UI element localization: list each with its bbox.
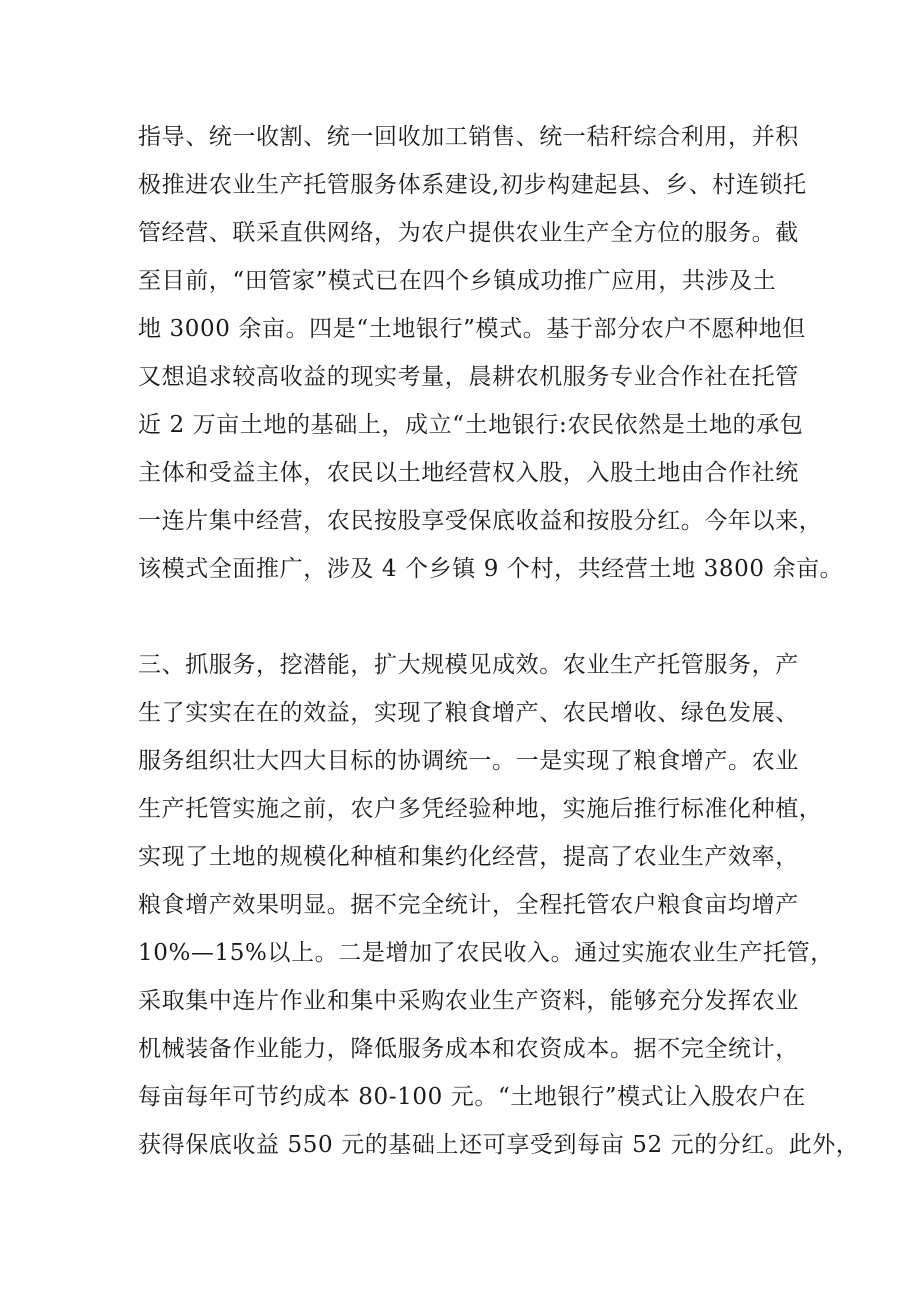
paragraph-2-line: 机械装备作业能力，降低服务成本和农资成本。据不完全统计， <box>138 1036 799 1062</box>
paragraph-1-line: 管经营、联采直供网络，为农户提供农业生产全方位的服务。截 <box>138 220 799 246</box>
paragraph-1-line: 至目前，“田管家”模式已在四个乡镇成功推广应用，共涉及土 <box>138 268 777 294</box>
paragraph-1-line: 主体和受益主体，农民以土地经营权入股，入股土地由合作社统 <box>138 460 799 486</box>
paragraph-2-line: 实现了土地的规模化种植和集约化经营，提高了农业生产效率， <box>138 844 799 870</box>
paragraph-2-line: 生了实实在在的效益，实现了粮食增产、农民增收、绿色发展、 <box>138 700 799 726</box>
paragraph-2-line: 采取集中连片作业和集中采购农业生产资料，能够充分发挥农业 <box>138 988 799 1014</box>
paragraph-1-line: 指导、统一收割、统一回收加工销售、统一秸秆综合利用，并积 <box>138 124 799 150</box>
paragraph-2-line: 三、抓服务，挖潜能，扩大规模见成效。农业生产托管服务，产 <box>138 652 799 678</box>
paragraph-1-line: 又想追求较高收益的现实考量，晨耕农机服务专业合作社在托管 <box>138 364 799 390</box>
paragraph-2-line: 10%—15%以上。二是增加了农民收入。通过实施农业生产托管， <box>138 940 834 966</box>
paragraph-1-line: 该模式全面推广，涉及 4 个乡镇 9 个村，共经营土地 3800 余亩。 <box>138 556 844 582</box>
paragraph-2-line: 生产托管实施之前，农户多凭经验种地，实施后推行标准化种植， <box>138 796 823 822</box>
paragraph-2-line: 获得保底收益 550 元的基础上还可享受到每亩 52 元的分红。此外， <box>138 1132 860 1158</box>
paragraph-2-line: 每亩每年可节约成本 80-100 元。“土地银行”模式让入股农户在 <box>138 1084 806 1110</box>
paragraph-1-line: 地 3000 余亩。四是“土地银行”模式。基于部分农户不愿种地但 <box>138 316 806 342</box>
paragraph-1-line: 一连片集中经营，农民按股享受保底收益和按股分红。今年以来， <box>138 508 823 534</box>
paragraph-2-line: 粮食增产效果明显。据不完全统计，全程托管农户粮食亩均增产 <box>138 892 799 918</box>
paragraph-1-line: 近 2 万亩土地的基础上，成立“土地银行:农民依然是土地的承包 <box>138 412 804 438</box>
paragraph-1-line: 极推进农业生产托管服务体系建设,初步构建起县、乡、村连锁托 <box>138 172 807 198</box>
paragraph-2-line: 服务组织壮大四大目标的协调统一。一是实现了粮食增产。农业 <box>138 748 799 774</box>
